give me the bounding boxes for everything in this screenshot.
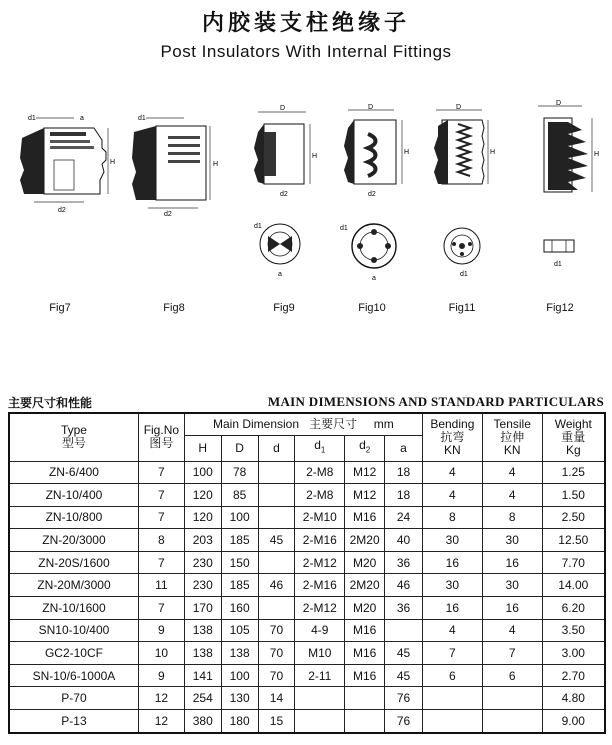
table-cell: 9 <box>138 619 184 642</box>
table-cell: 230 <box>184 551 221 574</box>
header-weight-cn: 重量 <box>561 429 586 444</box>
table-cell: 30 <box>482 529 542 552</box>
table-cell: M16 <box>345 664 385 687</box>
svg-text:H: H <box>312 153 318 160</box>
fig10-drawing <box>338 104 412 294</box>
header-fig <box>138 413 184 461</box>
table-cell: ZN-20S/1600 <box>9 551 138 574</box>
table-cell: 4.80 <box>542 687 605 710</box>
table-cell: 30 <box>422 529 482 552</box>
table-cell: 1.50 <box>542 484 605 507</box>
table-cell: 45 <box>258 529 295 552</box>
table-cell: 46 <box>258 574 295 597</box>
table-cell: 36 <box>385 551 423 574</box>
table-cell: 6 <box>482 664 542 687</box>
table-cell: 85 <box>221 484 258 507</box>
table-cell <box>345 687 385 710</box>
svg-text:d1: d1 <box>340 225 348 232</box>
header-fig-cn: 图号 <box>149 436 174 451</box>
table-cell <box>295 710 345 733</box>
fig11-label: Fig11 <box>448 302 476 314</box>
table-cell: M20 <box>345 597 385 620</box>
table-cell: 230 <box>184 574 221 597</box>
table-cell: 2-M8 <box>295 461 345 484</box>
table-cell: 254 <box>184 687 221 710</box>
table-cell <box>345 710 385 733</box>
table-cell: 12 <box>138 687 184 710</box>
fig8-drawing <box>128 110 228 220</box>
table-cell: 16 <box>422 551 482 574</box>
header-main-dimension-en: Main Dimension <box>213 416 300 431</box>
table-cell: M12 <box>345 484 385 507</box>
table-row <box>9 710 605 733</box>
table-row <box>9 597 605 620</box>
table-cell <box>295 687 345 710</box>
header-weight-unit: Kg <box>565 442 581 457</box>
page-title-cn: 内胶装支柱绝缘子 <box>201 11 410 36</box>
table-cell: 2M20 <box>345 574 385 597</box>
table-cell: 180 <box>221 710 258 733</box>
table-cell <box>482 687 542 710</box>
table-cell: P-13 <box>9 710 138 733</box>
table-cell: 14.00 <box>542 574 605 597</box>
table-cell: 203 <box>184 529 221 552</box>
table-cell: 141 <box>184 664 221 687</box>
header-tensile-cn: 拉伸 <box>500 429 525 444</box>
table-cell: M20 <box>345 551 385 574</box>
table-cell: 4 <box>422 484 482 507</box>
table-cell: 380 <box>184 710 221 733</box>
header-weight-en: Weight <box>554 416 592 431</box>
table-cell: 2-M10 <box>295 506 345 529</box>
table-cell: ZN-10/1600 <box>9 597 138 620</box>
header-tensile-unit: KN <box>503 442 521 457</box>
table-cell: 2.70 <box>542 664 605 687</box>
table-cell: 12 <box>138 710 184 733</box>
table-cell: 100 <box>221 506 258 529</box>
table-cell: 16 <box>482 597 542 620</box>
fig9-label: Fig9 <box>273 302 295 314</box>
table-cell <box>422 687 482 710</box>
table-cell: 7 <box>422 642 482 665</box>
table-cell: 7 <box>482 642 542 665</box>
table-cell: 70 <box>258 642 295 665</box>
svg-text:d2: d2 <box>164 211 172 218</box>
header-type <box>9 413 138 461</box>
svg-text:H: H <box>490 149 496 156</box>
table-cell: 4 <box>482 484 542 507</box>
svg-text:D: D <box>556 100 562 107</box>
table-cell: 2.50 <box>542 506 605 529</box>
fig10-label: Fig10 <box>358 302 386 314</box>
table-cell: 138 <box>221 642 258 665</box>
table-row <box>9 529 605 552</box>
page-title-en: Post Insulators With Internal Fittings <box>160 42 452 61</box>
table-body <box>9 461 605 733</box>
table-cell: M12 <box>345 461 385 484</box>
table-cell: ZN-6/400 <box>9 461 138 484</box>
table-cell: 40 <box>385 529 423 552</box>
fig9-drawing <box>250 104 320 294</box>
svg-text:D: D <box>456 104 462 111</box>
fig12-drawing <box>522 100 602 290</box>
table-cell: 8 <box>138 529 184 552</box>
table-cell: 2-M12 <box>295 597 345 620</box>
table-row <box>9 551 605 574</box>
table-cell: 120 <box>184 506 221 529</box>
table-cell <box>258 461 295 484</box>
table-cell: 170 <box>184 597 221 620</box>
header-H: H <box>184 435 221 461</box>
table-row <box>9 619 605 642</box>
table-cell: 160 <box>221 597 258 620</box>
table-cell: 138 <box>184 642 221 665</box>
table-cell: ZN-20M/3000 <box>9 574 138 597</box>
header-type-en: Type <box>60 423 87 438</box>
table-cell: 10 <box>138 642 184 665</box>
svg-text:H: H <box>594 151 600 158</box>
table-cell: ZN-20/3000 <box>9 529 138 552</box>
table-cell: 2-M16 <box>295 529 345 552</box>
header-d2-sub: 2 <box>365 445 371 455</box>
table-cell: 9 <box>138 664 184 687</box>
table-cell: 76 <box>385 710 423 733</box>
svg-text:d1: d1 <box>28 115 36 122</box>
table-cell: 78 <box>221 461 258 484</box>
table-cell: SN10-10/400 <box>9 619 138 642</box>
svg-text:a: a <box>278 271 282 278</box>
table-cell <box>422 710 482 733</box>
figure-strip <box>0 100 612 320</box>
table-cell: 185 <box>221 574 258 597</box>
table-cell: 130 <box>221 687 258 710</box>
header-D: D <box>221 435 258 461</box>
table-cell: 3.50 <box>542 619 605 642</box>
table-cell: 150 <box>221 551 258 574</box>
table-cell: 3.00 <box>542 642 605 665</box>
table-cell: 4 <box>482 619 542 642</box>
table-cell: 24 <box>385 506 423 529</box>
table-cell: 100 <box>221 664 258 687</box>
svg-text:a: a <box>372 275 376 282</box>
svg-text:a: a <box>80 115 84 122</box>
table-cell: 120 <box>184 484 221 507</box>
table-cell: M16 <box>345 506 385 529</box>
table-cell: 45 <box>385 664 423 687</box>
svg-text:D: D <box>368 104 374 111</box>
svg-text:H: H <box>213 161 219 168</box>
table-row <box>9 642 605 665</box>
header-tensile <box>482 413 542 461</box>
table-cell: 70 <box>258 664 295 687</box>
header-fig-en: Fig.No <box>143 423 180 438</box>
table-cell: 36 <box>385 597 423 620</box>
fig8-label: Fig8 <box>163 302 185 314</box>
table-cell: 18 <box>385 484 423 507</box>
fig12-label: Fig12 <box>546 302 574 314</box>
table-cell: 2M20 <box>345 529 385 552</box>
table-cell <box>385 619 423 642</box>
table-cell: 7 <box>138 597 184 620</box>
table-cell: 18 <box>385 461 423 484</box>
header-d1-base: d <box>314 438 321 453</box>
table-cell: 30 <box>422 574 482 597</box>
table-cell: 4 <box>482 461 542 484</box>
table-cell: 8 <box>422 506 482 529</box>
table-cell: 4 <box>422 461 482 484</box>
table-cell: M10 <box>295 642 345 665</box>
table-cell <box>258 506 295 529</box>
table-cell: 6.20 <box>542 597 605 620</box>
header-a: a <box>385 435 423 461</box>
table-cell: 4-9 <box>295 619 345 642</box>
header-type-cn: 型号 <box>61 436 86 451</box>
table-cell: 2-M8 <box>295 484 345 507</box>
table-cell: 12.50 <box>542 529 605 552</box>
header-bending <box>422 413 482 461</box>
table-cell: 14 <box>258 687 295 710</box>
header-d2-base: d <box>359 438 366 453</box>
table-row <box>9 484 605 507</box>
fig11-drawing <box>428 104 498 294</box>
header-bending-cn: 抗弯 <box>440 429 465 444</box>
table-cell: 6 <box>422 664 482 687</box>
table-row <box>9 664 605 687</box>
header-d1 <box>295 435 345 461</box>
table-cell: 15 <box>258 710 295 733</box>
table-cell: GC2-10CF <box>9 642 138 665</box>
table-cell: 105 <box>221 619 258 642</box>
table-cell: 7 <box>138 461 184 484</box>
header-main-dimension <box>184 413 422 435</box>
table-cell: 9.00 <box>542 710 605 733</box>
table-cell: 16 <box>482 551 542 574</box>
table-row <box>9 687 605 710</box>
table-cell: 46 <box>385 574 423 597</box>
header-weight <box>542 413 605 461</box>
table-cell: 45 <box>385 642 423 665</box>
table-cell: 4 <box>422 619 482 642</box>
table-cell: 70 <box>258 619 295 642</box>
table-row <box>9 461 605 484</box>
table-cell: 1.25 <box>542 461 605 484</box>
svg-text:d1: d1 <box>460 271 468 278</box>
table-cell: 2-M16 <box>295 574 345 597</box>
table-cell: 16 <box>422 597 482 620</box>
table-cell: 30 <box>482 574 542 597</box>
table-cell: P-70 <box>9 687 138 710</box>
header-unit: mm <box>373 416 394 431</box>
table-cell: 100 <box>184 461 221 484</box>
header-d: d <box>258 435 295 461</box>
table-cell <box>482 710 542 733</box>
table-cell: 138 <box>184 619 221 642</box>
section-title-cn: 主要尺寸和性能 <box>8 396 93 410</box>
table-cell: 8 <box>482 506 542 529</box>
table-row <box>9 506 605 529</box>
table-cell: 2-11 <box>295 664 345 687</box>
table-row <box>9 574 605 597</box>
svg-text:d2: d2 <box>280 191 288 198</box>
svg-text:d2: d2 <box>368 191 376 198</box>
table-cell: SN-10/6-1000A <box>9 664 138 687</box>
svg-text:d2: d2 <box>58 207 66 214</box>
table-cell: ZN-10/800 <box>9 506 138 529</box>
header-bending-en: Bending <box>430 416 475 431</box>
table-cell: 7 <box>138 506 184 529</box>
table-cell <box>258 484 295 507</box>
header-bending-unit: KN <box>444 442 461 457</box>
table-cell: M16 <box>345 619 385 642</box>
dimensions-table <box>8 412 606 734</box>
table-cell: ZN-10/400 <box>9 484 138 507</box>
header-main-dimension-cn: 主要尺寸 <box>309 416 358 431</box>
table-cell: 7.70 <box>542 551 605 574</box>
table-cell <box>258 551 295 574</box>
table-cell: 76 <box>385 687 423 710</box>
header-d1-sub: 1 <box>320 445 326 455</box>
table-cell: 2-M12 <box>295 551 345 574</box>
header-tensile-en: Tensile <box>493 416 531 431</box>
header-d2 <box>345 435 385 461</box>
table-cell <box>258 597 295 620</box>
svg-text:d1: d1 <box>254 223 262 230</box>
fig7-drawing <box>14 110 114 220</box>
table-cell: M16 <box>345 642 385 665</box>
svg-text:D: D <box>280 105 286 112</box>
table-cell: 7 <box>138 484 184 507</box>
section-title-en: MAIN DIMENSIONS AND STANDARD PARTICULARS <box>267 394 604 409</box>
fig7-label: Fig7 <box>49 302 71 314</box>
table-cell: 7 <box>138 551 184 574</box>
table-cell: 11 <box>138 574 184 597</box>
svg-text:H: H <box>404 149 410 156</box>
table-cell: 185 <box>221 529 258 552</box>
svg-text:d1: d1 <box>138 115 146 122</box>
svg-text:H: H <box>110 159 116 166</box>
svg-text:d1: d1 <box>554 261 562 268</box>
